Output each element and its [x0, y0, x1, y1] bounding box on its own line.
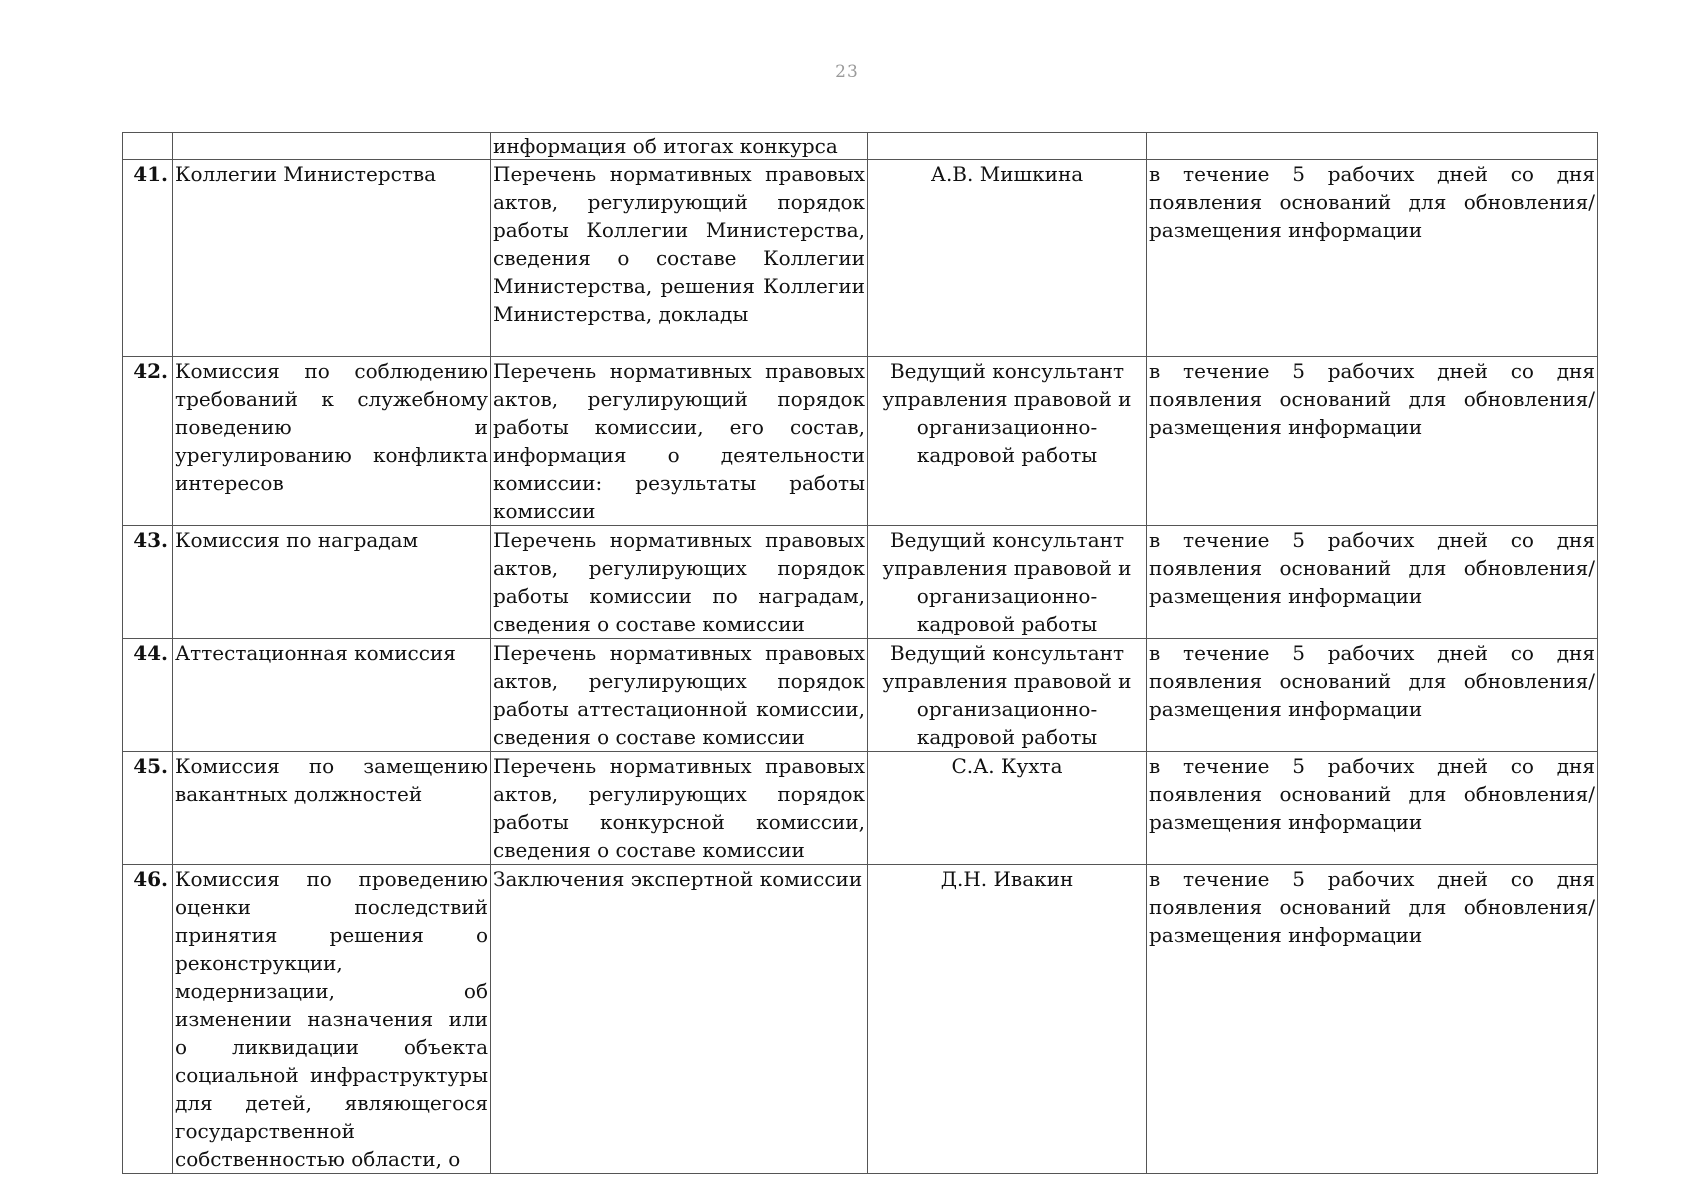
body-name: Комиссия по наградам [173, 526, 491, 639]
responsible-person: Ведущий консультант управления правовой и организационно-кадровой работы [868, 526, 1147, 639]
deadline: в течение 5 рабочих дней со дня появления оснований для обновления/размещения информации [1147, 639, 1598, 752]
cell-content: информация об итогах конкурса [491, 133, 868, 160]
table-row [123, 865, 1598, 1174]
information-table [122, 132, 1598, 1174]
page-number: 23 [835, 62, 859, 82]
published-info: Заключения экспертной комиссии [491, 865, 868, 1174]
table-row [123, 526, 1598, 639]
row-number: 46. [123, 865, 173, 1174]
body-name: Комиссия по замещению вакантных должностей [173, 752, 491, 865]
cell-num [123, 133, 173, 160]
published-info: Перечень нормативных правовых актов, регулирующий порядок работы Коллегии Министерства, сведения о составе Коллегии Министерства, решения Коллегии Министерства, доклады [491, 160, 868, 357]
published-info: Перечень нормативных правовых актов, регулирующий порядок работы комиссии, его состав, информация о деятельности комиссии: результаты работы комиссии [491, 357, 868, 526]
table-row [123, 357, 1598, 526]
row-number: 45. [123, 752, 173, 865]
deadline: в течение 5 рабочих дней со дня появления оснований для обновления/размещения информации [1147, 357, 1598, 526]
deadline: в течение 5 рабочих дней со дня появления оснований для обновления/размещения информации [1147, 526, 1598, 639]
table-row [123, 752, 1598, 865]
row-number: 41. [123, 160, 173, 357]
deadline: в течение 5 рабочих дней со дня появления оснований для обновления/размещения информации [1147, 752, 1598, 865]
row-number: 44. [123, 639, 173, 752]
body-name: Коллегии Министерства [173, 160, 491, 357]
body-name: Комиссия по соблюдению требований к служебному поведению и урегулированию конфликта интересов [173, 357, 491, 526]
published-info: Перечень нормативных правовых актов, регулирующих порядок работы конкурсной комиссии, сведения о составе комиссии [491, 752, 868, 865]
responsible-person: Ведущий консультант управления правовой и организационно-кадровой работы [868, 357, 1147, 526]
published-info: Перечень нормативных правовых актов, регулирующих порядок работы комиссии по наградам, сведения о составе комиссии [491, 526, 868, 639]
responsible-person: Ведущий консультант управления правовой и организационно-кадровой работы [868, 639, 1147, 752]
responsible-person: Д.Н. Ивакин [868, 865, 1147, 1174]
published-info: Перечень нормативных правовых актов, регулирующих порядок работы аттестационной комиссии, сведения о составе комиссии [491, 639, 868, 752]
responsible-person: А.В. Мишкина [868, 160, 1147, 357]
table-row-continued [123, 133, 1598, 160]
cell-name [173, 133, 491, 160]
responsible-person: С.А. Кухта [868, 752, 1147, 865]
row-number: 42. [123, 357, 173, 526]
body-name: Комиссия по проведению оценки последствий принятия решения о реконструкции, модернизации, об изменении назначения или о ликвидации объекта социальной инфраструктуры для детей, являющегося государственной собственностью области, о [173, 865, 491, 1174]
deadline: в течение 5 рабочих дней со дня появления оснований для обновления/размещения информации [1147, 160, 1598, 357]
cell-responsible [868, 133, 1147, 160]
cell-deadline [1147, 133, 1598, 160]
deadline: в течение 5 рабочих дней со дня появления оснований для обновления/размещения информации [1147, 865, 1598, 1174]
table-row [123, 160, 1598, 357]
table-row [123, 639, 1598, 752]
body-name: Аттестационная комиссия [173, 639, 491, 752]
row-number: 43. [123, 526, 173, 639]
